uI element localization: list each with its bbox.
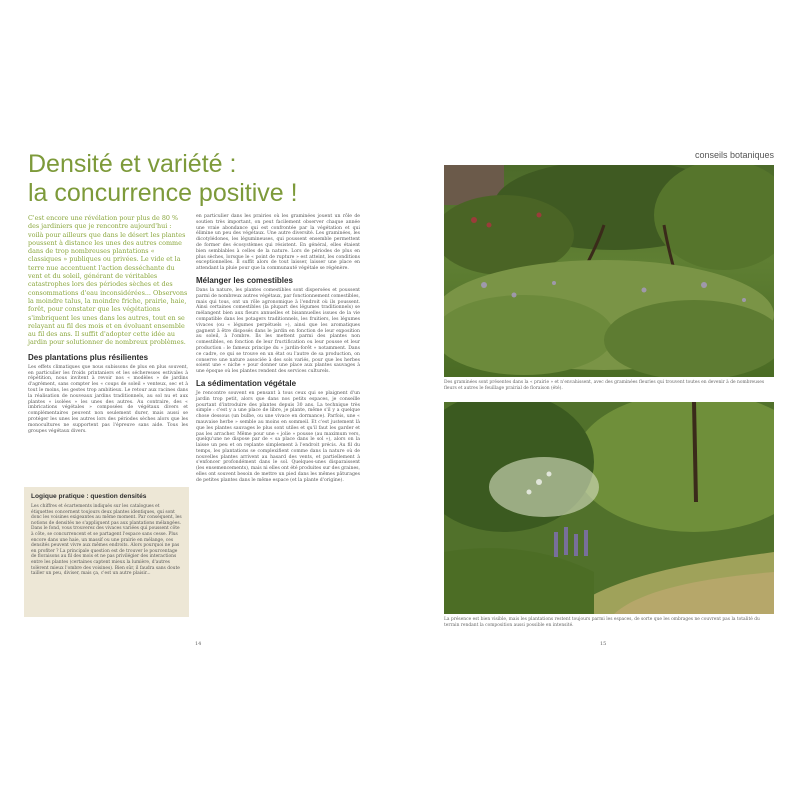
left-column bbox=[28, 214, 188, 438]
page-title bbox=[28, 150, 388, 208]
page-number-left: 14 bbox=[195, 641, 202, 647]
page-number-right: 15 bbox=[600, 641, 607, 647]
sidebar-box bbox=[24, 487, 189, 617]
box-title: Logique pratique : question densités bbox=[31, 493, 147, 500]
middle-column bbox=[196, 214, 360, 488]
photo-caption-1: Des graminées sont présentes dans la « prairie » et n'envahissent, avec des graminées fleuries qui trouvent toutes en devenir à de nombreuses fleurs et autres le feuillage prairial de floraison (été). bbox=[444, 380, 765, 391]
section2-heading: Mélanger les comestibles bbox=[196, 275, 293, 285]
photo-caption-2: La présence est bien visible, mais les plantations restent toujours parmi les espaces, de sorte que les ombrages ne couvrent pas la totalité du terrain rendant la composition aussi possible en intensité. bbox=[444, 617, 760, 628]
title-line-2: la concurrence positive ! bbox=[28, 179, 298, 207]
section3-body: Je rencontre souvent en pensant à tous ceux qui se plaignent d'un jardin trop petit, alors que dans nos petits espaces, je conseille pourtant d'introduire des plantes depuis 30 ans. La technique très simple : c'est y a une place de libre, je plante, même s'il y a quelque chose dessous (un bulbe, ou une vivace en dormance). Parfois, une « mauvaise herbe » semble au moins en sommeil. Et c'est justement là que les plantes sauvages le plus sont utiles et qu'il faut les garder et pas les arracher. Même pour une « jolie » pousse (au maximum vers, quelqu'une ne dispose par de « sa place dans le sol »), alors on la laisse un peu et on replante simplement à l'endroit précis. Au fil du temps, les plantations se complexifient comme dans la nature où de nouvelles plantes arrivent au hasard des vents, et partiellement à s'enfoncer profondément dans le sol. Quelques-unes disparaissent (les ensemencements), mais ni elles ont été produites sur des graines, elles ont souvent besoin de mettre un pied dans les mêmes pâturages de petites plantes dans le même espace (et la plante d'origine). bbox=[196, 390, 361, 483]
intro-paragraph: C'est encore une révélation pour plus de 80 % des jardiniers que je rencontre aujourd'hui : voilà pour ailleurs que dans le désert les plantes poussent à distance les unes des autres comme dans de trop nombreuses plantations « classiques » publiques ou privées. Le vide et la terre nue accentuent l'action desséchante du vent et du soleil, générant de véritables catastrophes lors des périodes sèches et des consommations d'eau inconsidérées... Observons la moindre talus, la moindre friche, prairie, haie, forêt, pour constater que les végétations s'imbriquent les unes dans les autres, tout en se relayant au fil des mois et en évoluant ensemble au fil des ans. Il suffit d'adopter cette idée au jardin pour solutionner de nombreux problèmes. bbox=[28, 214, 188, 347]
section1-heading: Des plantations plus résilientes bbox=[28, 352, 149, 362]
section2-body: Dans la nature, les plantes comestibles sont dispersées et poussent parmi de nombreux autres végétaux, par fonctionnement comestibles, mais qui tous, ont un rôle agronomique à l'endroit où ils poussent. Ainsi certaines comestibles (la plupart des légumes traditionnels) se mélangent bien aux fleurs annuelles et bisannuelles issues de la vie compatible dans les potagers traditionnels, les fruitiers, les légumes vivaces (ou « légumes perpétuels »), ainsi que les aromatiques gagnent à être disposés dans le jardin en fonction de leur exposition au soleil, à l'ombre. Ils les mettent parmi des plantes non comestibles, en fonction de leur fructification ou leur pousse et leur production : le fameux principe du « jardin-forêt » notamment. Dans ce cadre, ce qui se trouve en un état ou l'autre de sa production, on conserve une nature associée à des sols variés, pour que les herbes soient une « niche » pour donner une place aux plantes sauvages à une époque où les plantes rendent des services culturels. bbox=[196, 287, 360, 375]
garden-photo-1 bbox=[444, 165, 774, 377]
box-body: Les chiffres et écartements indiqués sur les catalogues et étiquettes concernent toujours deux plantes identiques, qui sont donc les voisines exigeantes au même moment. Par conséquent, les notions de densités ne s'appliquent pas aux plantations mélangées. Dans le fond, vous trouverez des vivaces variées qui poussent côte à côte, se concurrencent et se partagent l'espace sans cesse. Plus encore dans une haie, un massif ou une prairie en mélange, ces densités peuvent vivre aux mêmes endroits. Alors pourquoi ne pas en profiter ? La principale question est de trouver le pourcentage de floraisons au fil des mois et ne pas privilégier des interactions entre les plantes (certaines captent mieux la lumière, d'autres tolèrent mieux l'ombre des voisines). Bien sûr, il faudra sans doute tailler un peu, diviser, mais ça, c'est un autre plaisir... bbox=[31, 504, 182, 577]
garden-photo-2 bbox=[444, 402, 774, 614]
section3-heading: La sédimentation végétale bbox=[196, 378, 297, 388]
section-label: conseils botaniques bbox=[694, 150, 774, 160]
col2-text: en particulier dans les prairies où les graminées jouent un rôle de soutien très important, on peut facilement observer chaque année une vraie abondance qui est confrontée par la végétation et qui élimine un peu des végétaux. Une autre diversité. Les graminées, les dicotylédones, les légumineuses, qui poussent ensemble permettent de former des écosystèmes qui résistent. En général, elles étaient bien semblables à celles de la nature. Lors de périodes de plus en plus sèches, lorsque le « point de rupture » est atteint, les conditions exceptionnelles. Il suffit alors de tout laisser, laisser une place en attendant la pluie pour que la communauté végétale se régénère. bbox=[196, 214, 360, 272]
section1-body: Les effets climatiques que nous subissons de plus en plus souvent, en particulier les froids printaniers et les sécheresses estivales à répétition, nous invitent à revoir nos « modèles » de jardins d'agrément, sans compter les « coups de soleil » venteux, sec et à tout le moins, les gestes trop ambitieux. Le retour aux racines dans la réalisation de nouveaux jardins traditionnels, au sol nu et aux plantes « isolées » les unes des autres. Au contraire, des « imbrications végétales » composées de végétaux divers et complémentaires peuvent non seulement durer, mais aussi se protéger les unes les autres lors des périodes sèches alors que les monocultures ne supportent pas l'épreuve sans aide. Tous les groupes végétaux divers. bbox=[28, 364, 188, 434]
title-line-1: Densité et variété : bbox=[28, 150, 237, 178]
